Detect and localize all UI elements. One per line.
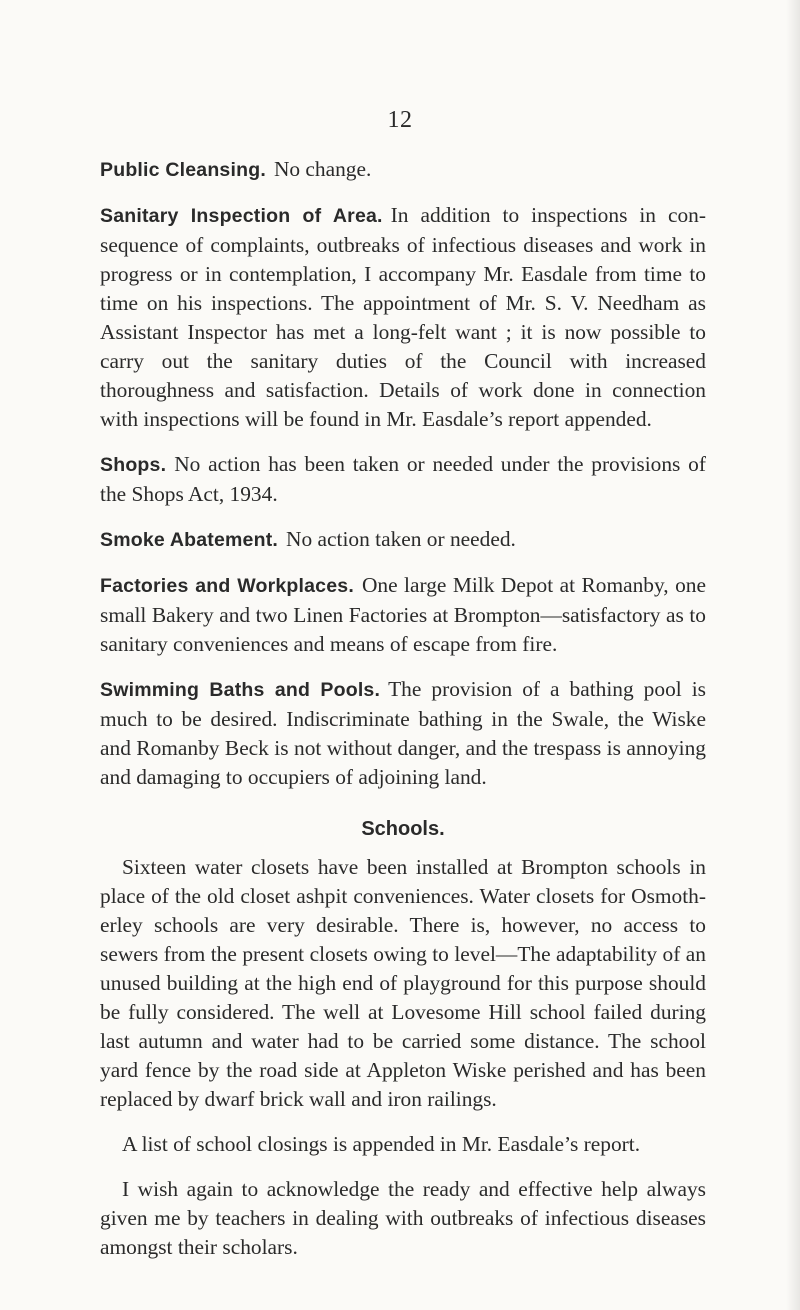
section-heading: Public Cleansing. <box>100 159 266 181</box>
schools-paragraph: Sixteen water closets have been installed at Brompton schools in place of the old closet ashpit conveniences. Water closets for Osmotherley schools are very desirable. There is, however, no access to sewers from the present closets owing to level—The adaptability of an unused building at the high end of playground for this purpose should be fully considered. The well at Lovesome Hill school failed during last autumn and water had to be carried some distance. The school yard fence by the road side at Appleton Wiske perished and has been replaced by dwarf brick wall and iron railings. <box>100 855 706 1111</box>
section-public-cleansing <box>100 155 706 185</box>
page-content <box>100 155 706 1278</box>
section-heading: Shops. <box>100 454 167 476</box>
schools-paragraph: A list of school closings is appended in Mr. Easdale’s report. <box>122 1132 641 1156</box>
section-text: No change. <box>273 157 372 181</box>
schools-paragraph: I wish again to acknowledge the ready and effective help always given me by teachers in dealing with outbreaks of infectious diseases amongst their scholars. <box>100 1177 706 1259</box>
section-text: In addition to inspections in consequence of complaints, outbreaks of infectious diseases and work in progress or in contemplation, I accompany Mr. Easdale from time to time on his inspections. The appointment of Mr. S. V. Needham as Assistant Inspector has met a long-felt want ; it is now possible to carry out the sanitary duties of the Council with increased thoroughness and satisfaction. Details of work done in connection with inspections will be found in Mr. Easdale’s report appended. <box>100 203 706 431</box>
section-text: No action taken or needed. <box>286 527 516 551</box>
section-text: No action has been taken or needed under the provisions of the Shops Act, 1934. <box>100 452 706 506</box>
section-smoke-abatement <box>100 525 706 555</box>
section-heading: Sanitary Inspection of Area. <box>100 205 383 227</box>
section-text: One large Milk Depot at Romanby, one small Bakery and two Linen Factories at Brompton—satisfactory as to sanitary conveniences and means of escape from fire. <box>100 573 706 656</box>
page-edge-shadow <box>786 0 800 1310</box>
schools-title: Schools. <box>361 818 445 840</box>
section-swimming-baths <box>100 675 706 792</box>
section-shops <box>100 450 706 509</box>
section-heading: Smoke Abatement. <box>100 529 279 551</box>
page-number: 12 <box>387 107 413 133</box>
section-heading: Factories and Workplaces. <box>100 575 354 597</box>
section-text: The provision of a bathing pool is much to be desired. Indiscriminate bathing in the Swale, the Wiske and Romanby Beck is not without danger, and the trespass is annoying and damaging to occupiers of adjoining land. <box>100 677 706 789</box>
section-factories <box>100 571 706 659</box>
section-heading: Swimming Baths and Pools. <box>100 679 381 701</box>
section-sanitary-inspection <box>100 201 706 434</box>
